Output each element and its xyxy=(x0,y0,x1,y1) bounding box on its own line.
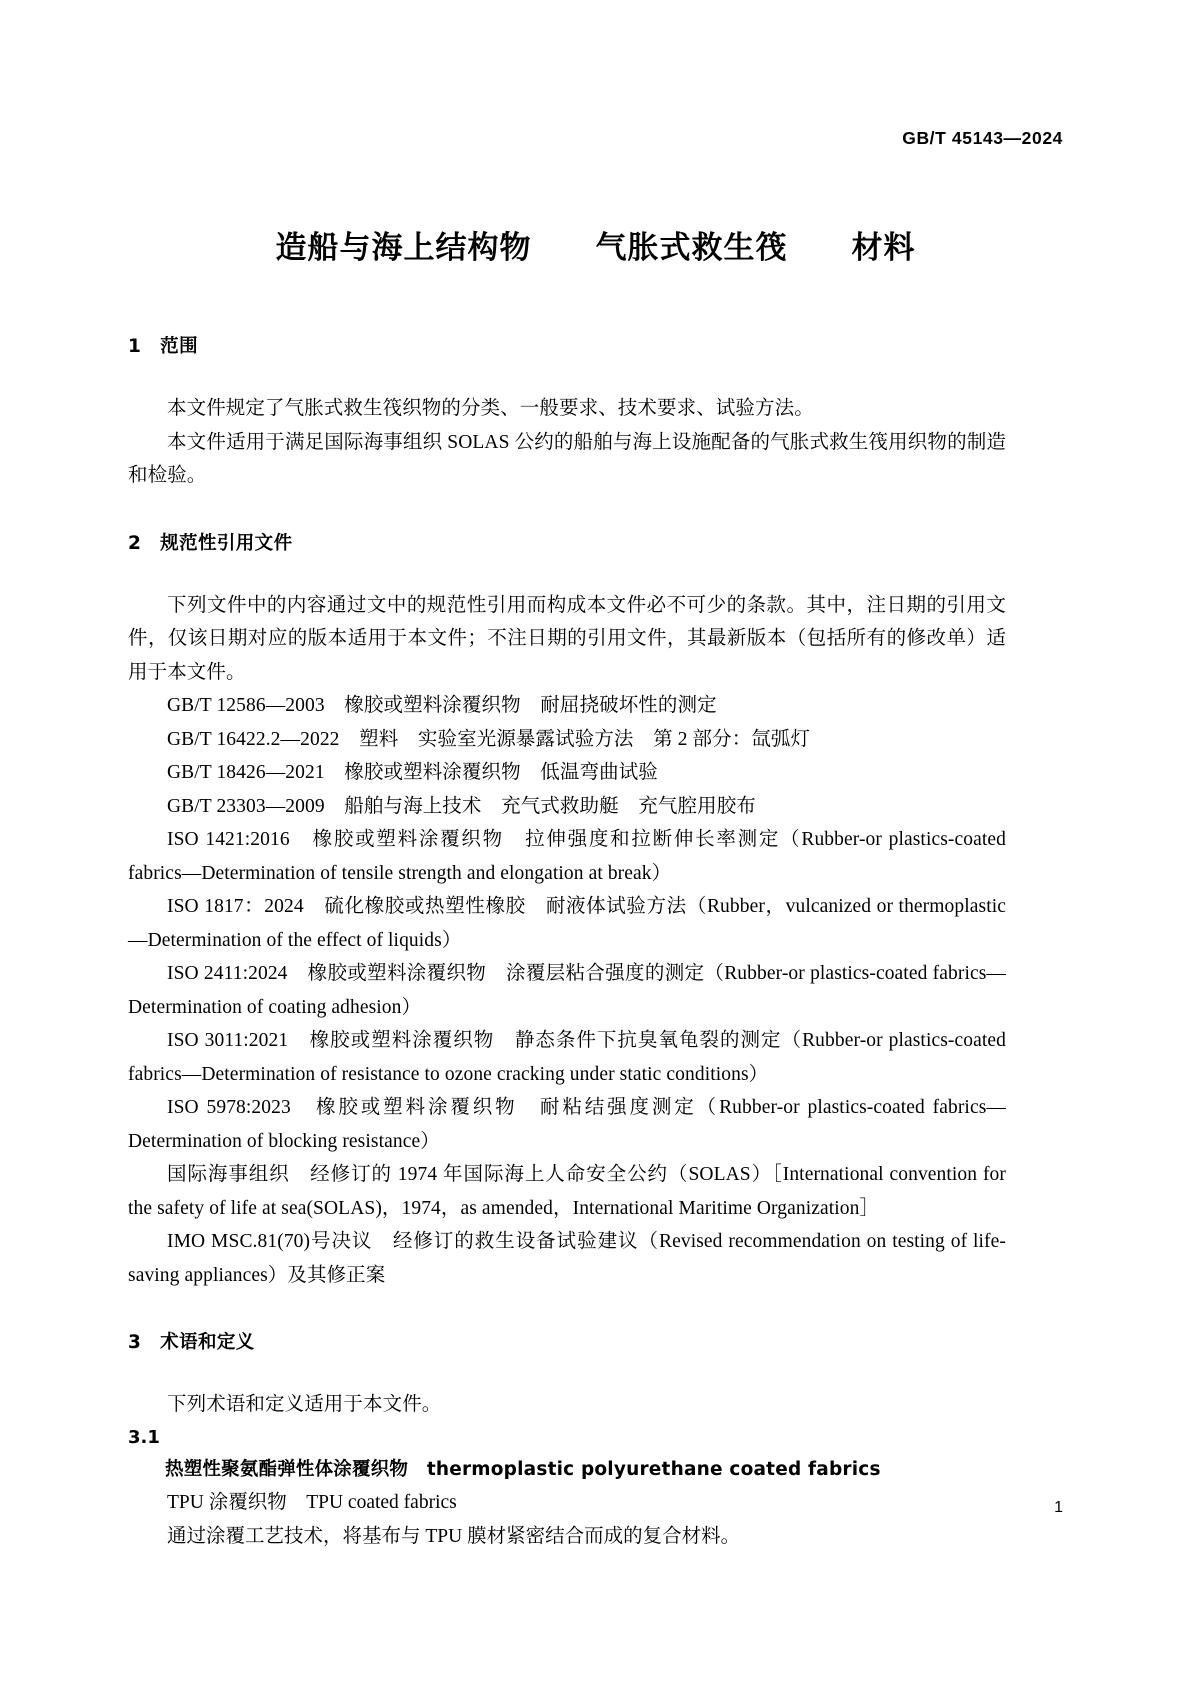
spacer xyxy=(128,1354,1006,1388)
document-body xyxy=(128,332,1006,1553)
term-name xyxy=(128,1453,1006,1487)
normative-reference-item: ISO 1421:2016 橡胶或塑料涂覆织物 拉伸强度和拉断伸长率测定（Rubber-or plastics-coated fabrics—Determination of tensile strength and elongation at break） xyxy=(128,829,1006,884)
term-definition: 通过涂覆工艺技术，将基布与 TPU 膜材紧密结合而成的复合材料。 xyxy=(167,1525,741,1547)
footer-page-number: 1 xyxy=(1054,1499,1063,1516)
scope-paragraph-2: 本文件适用于满足国际海事组织 SOLAS 公约的船舶与海上设施配备的气胀式救生筏用织物的制造和检验。 xyxy=(128,431,1006,486)
spacer xyxy=(128,493,1006,529)
spacer xyxy=(128,1292,1006,1328)
normative-reference-item: GB/T 18426—2021 橡胶或塑料涂覆织物 低温弯曲试验 xyxy=(167,762,658,783)
normative-references-intro: 下列文件中的内容通过文中的规范性引用而构成本文件必不可少的条款。其中，注日期的引用文件，仅该日期对应的版本适用于本文件；不注日期的引用文件，其最新版本（包括所有的修改单）适用于本文件。 xyxy=(128,594,1006,683)
normative-reference-item: ISO 2411:2024 橡胶或塑料涂覆织物 涂覆层粘合强度的测定（Rubber-or plastics-coated fabrics—Determination of coating adhesion） xyxy=(128,963,1006,1018)
clause-heading-terms-and-definitions: 3 术语和定义 xyxy=(128,1332,255,1353)
normative-reference-item: GB/T 12586—2003 橡胶或塑料涂覆织物 耐屈挠破坏性的测定 xyxy=(167,695,717,716)
clause-heading-scope: 1 范围 xyxy=(128,336,198,357)
spacer xyxy=(128,358,1006,392)
page-title: 造船与海上结构物 气胀式救生筏 材料 xyxy=(275,230,916,266)
term-alternative-name: TPU 涂覆织物 TPU coated fabrics xyxy=(167,1492,457,1513)
normative-reference-item: ISO 1817：2024 硫化橡胶或热塑性橡胶 耐液体试验方法（Rubber，vulcanized or thermoplastic—Determination of the effect of liquids） xyxy=(128,896,1006,951)
scope-paragraph-1: 本文件规定了气胀式救生筏织物的分类、一般要求、技术要求、试验方法。 xyxy=(167,398,814,419)
clause-heading-normative-references: 2 规范性引用文件 xyxy=(128,532,293,554)
normative-reference-item: GB/T 16422.2—2022 塑料 实验室光源暴露试验方法 第 2 部分：氙弧灯 xyxy=(167,728,811,750)
normative-reference-item: GB/T 23303—2009 船舶与海上技术 充气式救助艇 充气腔用胶布 xyxy=(167,795,756,817)
normative-reference-item: ISO 3011:2021 橡胶或塑料涂覆织物 静态条件下抗臭氧龟裂的测定（Rubber-or plastics-coated fabrics—Determination of resistance to ozone cracking under static conditions） xyxy=(128,1030,1006,1085)
term-number: 3.1 xyxy=(128,1426,160,1448)
term-name-en: thermoplastic polyurethane coated fabrics xyxy=(426,1458,881,1480)
terms-intro: 下列术语和定义适用于本文件。 xyxy=(167,1394,442,1415)
term-name-cn: 热塑性聚氨酯弹性体涂覆织物 xyxy=(165,1458,409,1480)
term-name-separator xyxy=(408,1459,427,1480)
running-header-standard-number: GB/T 45143—2024 xyxy=(902,128,1063,148)
normative-reference-item: 国际海事组织 经修订的 1974 年国际海上人命安全公约（SOLAS）［International convention for the safety of life at sea(SOLAS)，1974，as amended，International Maritime Organization］ xyxy=(128,1164,1006,1219)
spacer xyxy=(128,555,1006,589)
normative-reference-item: IMO MSC.81(70)号决议 经修订的救生设备试验建议（Revised recommendation on testing of life-saving appliances）及其修正案 xyxy=(128,1231,1006,1286)
normative-reference-item: ISO 5978:2023 橡胶或塑料涂覆织物 耐粘结强度测定（Rubber-or plastics-coated fabrics—Determination of blocking resistance） xyxy=(128,1097,1006,1152)
